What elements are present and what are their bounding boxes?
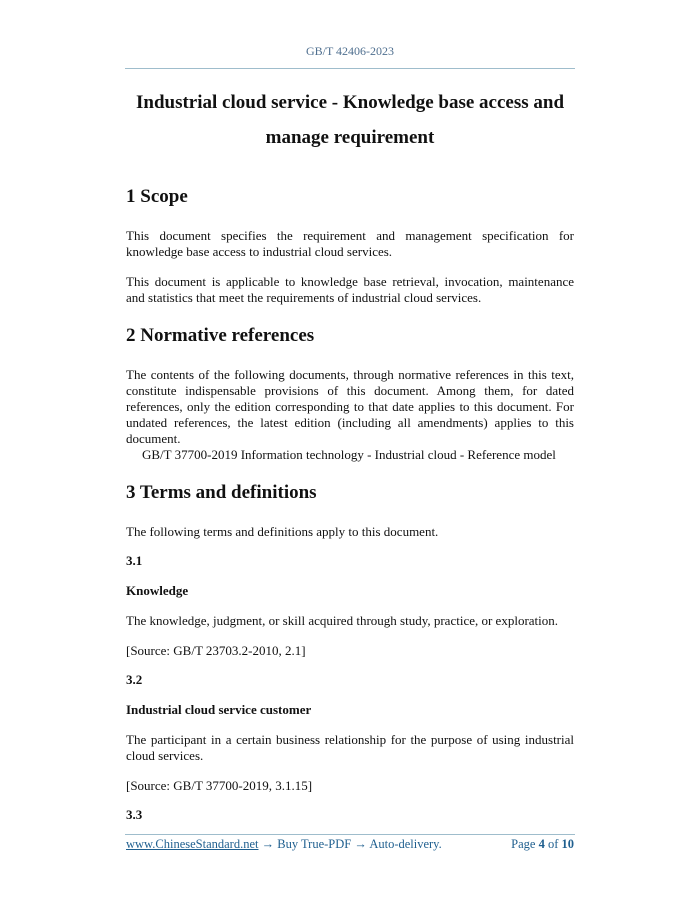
buy-pdf-text: Buy True-PDF bbox=[277, 837, 352, 851]
header-rule bbox=[125, 68, 575, 69]
heading-terms-definitions: 3 Terms and definitions bbox=[126, 482, 317, 503]
term-name: Industrial cloud service customer bbox=[126, 702, 312, 717]
term-definition: The participant in a certain business relationship for the purpose of using industrial cloud services. bbox=[126, 732, 574, 763]
term-definition: The knowledge, judgment, or skill acquired through study, practice, or exploration. bbox=[126, 613, 559, 628]
normative-reference-item: GB/T 37700-2019 Information technology - Industrial cloud - Reference model bbox=[142, 447, 556, 462]
total-pages: 10 bbox=[561, 837, 574, 851]
current-page: 4 bbox=[538, 837, 545, 851]
page-label: Page bbox=[511, 837, 536, 851]
term-source: [Source: GB/T 23703.2-2010, 2.1] bbox=[126, 643, 306, 658]
arrow-icon: → bbox=[261, 837, 275, 851]
arrow-icon: → bbox=[354, 837, 367, 851]
footer bbox=[126, 837, 574, 852]
term-source: [Source: GB/T 37700-2019, 3.1.15] bbox=[126, 778, 313, 793]
document-title-line1: Industrial cloud service - Knowledge base access and bbox=[135, 92, 565, 113]
terms-intro: The following terms and definitions apply to this document. bbox=[126, 524, 439, 539]
header-standard-code: GB/T 42406-2023 bbox=[305, 44, 395, 58]
website-link[interactable]: www.ChineseStandard.net bbox=[126, 837, 259, 851]
heading-scope: 1 Scope bbox=[126, 186, 188, 207]
term-name: Knowledge bbox=[126, 583, 189, 598]
term-number: 3.3 bbox=[126, 807, 143, 822]
scope-paragraph-2: This document is applicable to knowledge base retrieval, invocation, maintenance and statistics that meet the requirements of industrial cloud services. bbox=[126, 274, 574, 305]
document-title-line2: manage requirement bbox=[265, 127, 435, 148]
page-indicator bbox=[511, 837, 574, 852]
footer-promo bbox=[126, 837, 442, 852]
normative-paragraph: The contents of the following documents, through normative references in this text, constitute indispensable provisions of this document. Among them, for dated references, only the edition corresponding to that date applies to this document. For undated references, the latest edition (including all amendments) applies to this document. bbox=[126, 367, 574, 446]
scope-paragraph-1: This document specifies the requirement and management specification for knowledge base access to industrial cloud services. bbox=[126, 228, 574, 259]
term-number: 3.2 bbox=[126, 672, 143, 687]
of-label: of bbox=[547, 837, 559, 851]
footer-rule bbox=[125, 834, 575, 835]
delivery-text: Auto-delivery. bbox=[369, 837, 442, 851]
heading-normative-references: 2 Normative references bbox=[126, 325, 315, 346]
term-number: 3.1 bbox=[126, 553, 143, 568]
